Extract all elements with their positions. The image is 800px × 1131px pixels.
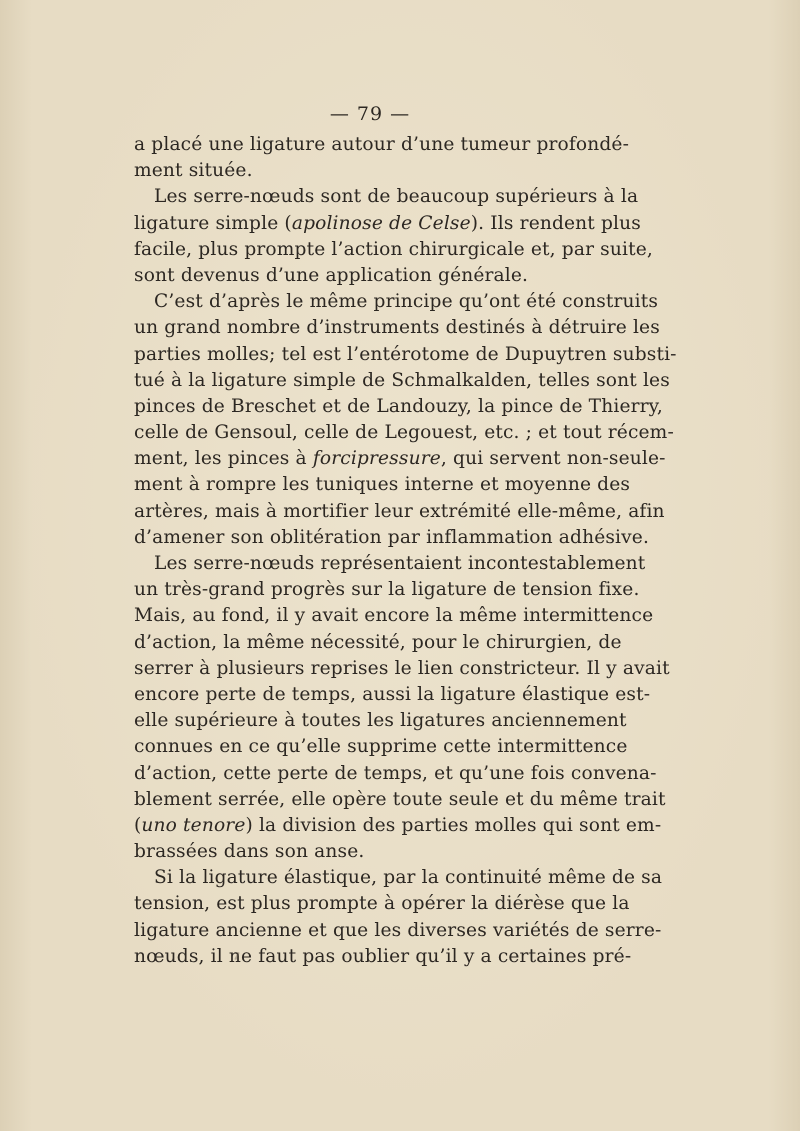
text-line xyxy=(134,184,639,210)
text-run: parties molles; tel est l’entérotome de Dupuytren substi- xyxy=(134,343,677,365)
text-run: serrer à plusieurs reprises le lien constricteur. Il y avait xyxy=(134,657,670,679)
text-line xyxy=(134,342,677,368)
text-run: Mais, au fond, il y avait encore la même intermittence xyxy=(134,605,654,627)
text-line xyxy=(134,368,670,394)
text-line xyxy=(134,891,630,917)
text-run: sont devenus d’une application générale. xyxy=(134,264,529,286)
body-text xyxy=(134,132,677,970)
text-line xyxy=(134,551,646,577)
text-line xyxy=(134,656,670,682)
text-run: d’amener son oblitération par inflammation adhésive. xyxy=(134,526,650,548)
italic-text: apolinose de Celse xyxy=(291,212,471,234)
text-run: Les serre-nœuds sont de beaucoup supérieurs à la xyxy=(154,186,639,208)
text-line xyxy=(134,944,632,970)
text-run: celle de Gensoul, celle de Legouest, etc. ; et tout récem- xyxy=(134,422,674,444)
text-line xyxy=(134,734,628,760)
text-run: Les serre-nœuds représentaient incontestablement xyxy=(154,553,646,574)
text-line xyxy=(134,787,666,813)
text-run: pinces de Breschet et de Landouzy, la pince de Thierry, xyxy=(134,395,663,417)
text-run: d’action, la même nécessité, pour le chirurgien, de xyxy=(134,631,622,653)
text-line xyxy=(134,158,613,184)
italic-text: forcipressure xyxy=(312,448,441,470)
text-run: artères, mais à mortifier leur extrémité elle-même, afin xyxy=(134,500,665,522)
text-line xyxy=(134,603,654,629)
text-run: ment à rompre les tuniques interne et moyenne des xyxy=(134,474,631,496)
text-run: un grand nombre d’instruments destinés à détruire les xyxy=(134,317,660,339)
text-line xyxy=(134,865,663,891)
text-line xyxy=(134,472,631,498)
text-line xyxy=(134,420,674,446)
text-line xyxy=(134,263,613,289)
text-line xyxy=(134,577,640,603)
text-line xyxy=(134,761,657,787)
text-run: ment située. xyxy=(134,160,253,182)
text-line xyxy=(134,289,659,315)
text-run: tension, est plus prompte à opérer la diérèse que la xyxy=(134,893,630,915)
text-run: C’est d’après le même principe qu’ont été construits xyxy=(154,291,659,313)
text-line xyxy=(134,682,651,708)
text-line xyxy=(134,499,665,525)
text-line xyxy=(134,630,622,656)
text-line xyxy=(134,211,641,237)
page-number: — 79 — xyxy=(329,103,411,125)
text-line xyxy=(134,708,627,734)
text-run: ). Ils rendent plus xyxy=(470,212,641,234)
text-run: connues en ce qu’elle supprime cette intermittence xyxy=(134,736,628,758)
text-run: blement serrée, elle opère toute seule et du même trait xyxy=(134,788,666,810)
text-line xyxy=(134,918,662,944)
text-run: facile, plus prompte l’action chirurgicale et, par suite, xyxy=(134,238,653,260)
text-line xyxy=(134,446,666,472)
text-run: un très-grand progrès sur la ligature de tension fixe. xyxy=(134,579,640,601)
text-run: Si la ligature élastique, par la continuité même de sa xyxy=(154,867,663,889)
text-line xyxy=(134,839,613,865)
text-line xyxy=(134,132,630,158)
text-run: ( xyxy=(134,814,142,836)
text-run: , qui servent non-seule- xyxy=(440,448,666,470)
text-run: a placé une ligature autour d’une tumeur profondé- xyxy=(134,134,630,155)
text-run: d’action, cette perte de temps, et qu’une fois convena- xyxy=(134,762,657,784)
text-line xyxy=(134,394,663,420)
italic-text: uno tenore xyxy=(141,814,246,836)
text-run: elle supérieure à toutes les ligatures anciennement xyxy=(134,710,627,732)
text-run: nœuds, il ne faut pas oublier qu’il y a certaines pré- xyxy=(134,945,632,967)
text-line xyxy=(134,813,662,839)
text-run: ) la division des parties molles qui sont em- xyxy=(245,814,662,836)
text-run: ment, les pinces à xyxy=(134,448,313,470)
text-run: brassées dans son anse. xyxy=(134,841,365,863)
text-line xyxy=(134,237,653,263)
text-line xyxy=(134,525,650,551)
text-run: ligature ancienne et que les diverses variétés de serre- xyxy=(134,919,662,941)
text-run: ligature simple ( xyxy=(134,212,292,234)
text-line xyxy=(134,315,660,341)
text-run: tué à la ligature simple de Schmalkalden, telles sont les xyxy=(134,369,670,391)
text-run: encore perte de temps, aussi la ligature élastique est- xyxy=(134,683,651,705)
